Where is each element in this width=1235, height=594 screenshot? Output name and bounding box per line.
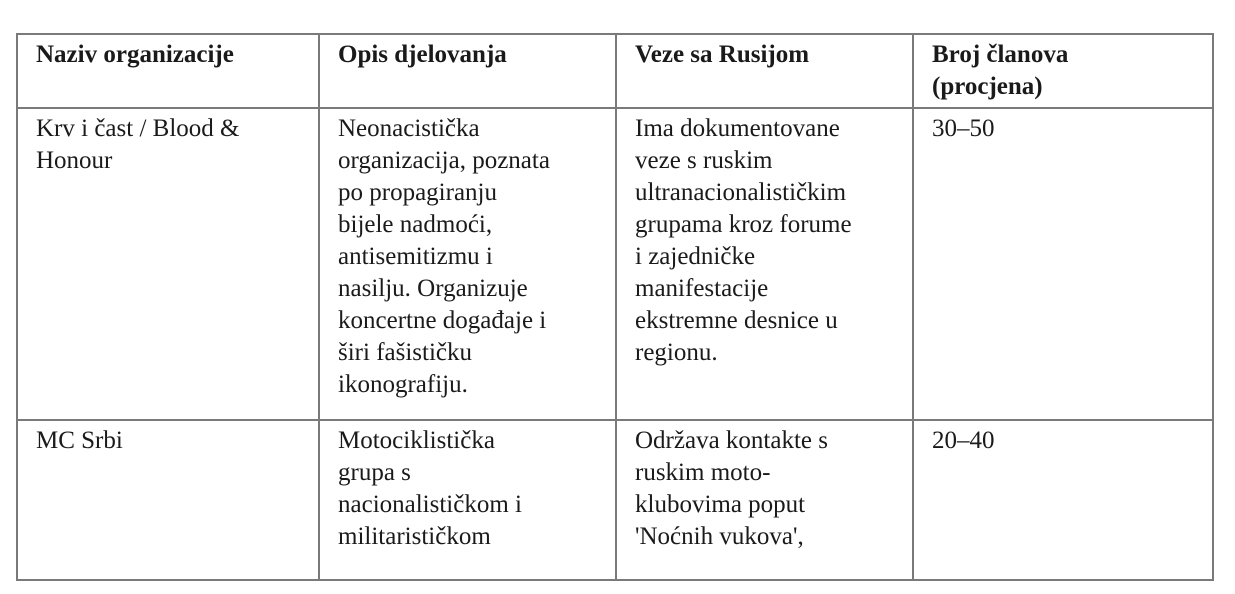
text-line: koncertne događaje i (338, 307, 547, 334)
cell-name (17, 108, 319, 420)
text-line: nacionalističkom i (338, 491, 522, 518)
cell-member-count (913, 108, 1213, 420)
text-line: Honour (36, 147, 113, 174)
text-line: Neonacistička (338, 115, 480, 142)
cell-description (319, 108, 616, 420)
header-russia-links (616, 34, 913, 108)
text-line: 'Noćnih vukova', (635, 523, 804, 550)
text-line: klubovima poput (635, 491, 806, 518)
header-member-count (913, 34, 1213, 108)
cell-member-count (913, 420, 1213, 580)
text-line: ultranacionalističkim (635, 179, 847, 206)
text-line: Ima dokumentovane (635, 115, 840, 142)
text-line: grupama kroz forume (635, 211, 852, 238)
text-line: regionu. (635, 339, 718, 366)
text-line: ekstremne desnice u (635, 307, 838, 334)
text-line: nasilju. Organizuje (338, 275, 528, 302)
text-line: Krv i čast / Blood & (36, 115, 240, 142)
text-line: ruskim moto- (635, 459, 771, 486)
table-row (17, 108, 1213, 420)
text-line: manifestacije (635, 275, 769, 302)
text-line: (procjena) (932, 73, 1043, 100)
text-line: bijele nadmoći, (338, 211, 493, 238)
text-line: Održava kontakte s (635, 427, 828, 454)
organizations-table (16, 33, 1214, 581)
cell-russia-links (616, 420, 913, 580)
text-line: Broj članova (932, 41, 1069, 68)
text-line: 20–40 (932, 427, 995, 454)
text-line: antisemitizmu i (338, 243, 493, 270)
header-description (319, 34, 616, 108)
text-line: Opis djelovanja (338, 41, 507, 68)
text-line: ikonografiju. (338, 371, 468, 398)
text-line: 30–50 (932, 115, 995, 142)
text-line: veze s ruskim (635, 147, 773, 174)
cell-description (319, 420, 616, 580)
cell-russia-links (616, 108, 913, 420)
cell-name (17, 420, 319, 580)
header-row (17, 34, 1213, 108)
text-line: Veze sa Rusijom (635, 41, 810, 68)
text-line: širi fašističku (338, 339, 473, 366)
text-line: grupa s (338, 459, 411, 486)
text-line: Motociklistička (338, 427, 495, 454)
text-line: MC Srbi (36, 427, 123, 454)
table-row (17, 420, 1213, 580)
text-line: po propagiranju (338, 179, 497, 206)
text-line: i zajedničke (635, 243, 756, 270)
text-line: organizacija, poznata (338, 147, 550, 174)
text-line: Naziv organizacije (36, 41, 234, 68)
header-name (17, 34, 319, 108)
text-line: militarističkom (338, 523, 491, 550)
